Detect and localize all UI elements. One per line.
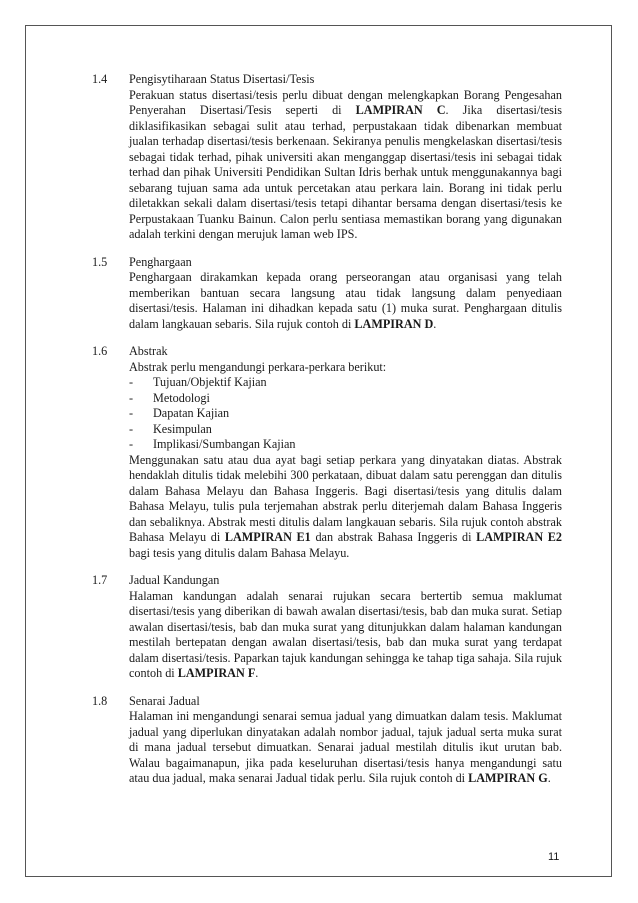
dash-bullet: - (129, 437, 134, 451)
paragraph: Perakuan status disertasi/tesis perlu dibuat dengan melengkapkan Borang Pengesahan Penyerahan Disertasi/Tesis seperti di LAMPIRAN C. Jika disertasi/tesis diklasifikasikan sebagai sulit atau terhad, perpustakaan tidak dibenarkan membuat jualan terhadap disertasi/tesis berkenaan. Sekiranya penulis mengkelaskan disertasi/tesis sebagai tidak terhad, pihak universiti akan menganggap disertasi/tesis ini sebagai tidak terhad dan pihak Universiti Pendidikan Sultan Idris berhak untuk menggunakannya bagi sebarang tujuan sama ada untuk percetakan atau perkara lain. Borang ini tidak perlu diletakkan sekali dalam disertasi/tesis tetapi dihantar bersama dengan disertasi/tesis ke Perpustakaan Tuanku Bainun. Calon perlu sentiasa memastikan borang yang digunakan adalah terkini dengan merujuk laman web IPS. (129, 87, 562, 241)
list-item: - Implikasi/Sumbangan Kajian (129, 437, 296, 451)
paragraph: Menggunakan satu atau dua ayat bagi setiap perkara yang dinyatakan diatas. Abstrak hendaklah ditulis tidak melebihi 300 perkataan, dibuat dalam satu perenggan dan ditulis dalam Bahasa Melayu dan Bahasa Inggeris. Bagi disertasi/tesis yang ditulis dalam Bahasa Melayu, tulis pula terjemahan abstrak perlu diterjemah dalam Bahasa Inggeris dan sebaliknya. Abstrak mesti ditulis dalam langkauan sebaris. Sila rujuk contoh abstrak Bahasa Melayu di LAMPIRAN E1 dan abstrak Bahasa Inggeris di LAMPIRAN E2 bagi tesis yang ditulis dalam Bahasa Melayu. (129, 452, 563, 560)
list-item: - Dapatan Kajian (129, 406, 230, 420)
section-1-4 (92, 72, 562, 243)
section-1-6 (92, 344, 562, 561)
dash-bullet: - (129, 390, 134, 405)
list-item: - Kesimpulan (129, 421, 212, 436)
appendix-reference: LAMPIRAN E2 (476, 530, 563, 544)
section-number: 1.5 (92, 254, 108, 269)
section-number: 1.4 (92, 72, 108, 86)
appendix-reference: LAMPIRAN C (355, 103, 446, 117)
section-1-5 (92, 255, 562, 333)
paragraph: Penghargaan dirakamkan kepada orang perseorangan atau organisasi yang telah memberikan bantuan secara langsung atau tidak langsung dalam penyediaan disertasi/tesis. Halaman ini dihadkan kepada satu (1) muka surat. Penghargaan ditulis dalam langkauan sebaris. Sila rujuk contoh di LAMPIRAN D. (129, 270, 562, 331)
list-item: - Tujuan/Objektif Kajian (129, 375, 267, 389)
section-title: Pengisytiharaan Status Disertasi/Tesis (129, 72, 315, 86)
dash-bullet: - (129, 375, 134, 389)
section-number: 1.8 (92, 693, 108, 708)
list-item: - Metodologi (129, 390, 210, 405)
paragraph: Halaman kandungan adalah senarai rujukan secara bertertib semua maklumat disertasi/tesis yang diberikan di bawah awalan disertasi/tesis, bab dan muka surat. Setiap awalan disertasi/tesis, bab dan muka surat yang ditunjukkan dalam halaman kandungan mestilah bertepatan dengan awalan disertasi/tesis, bab dan muka surat yang terdapat dalam disertasi/tesis. Paparkan tajuk kandungan sehingga ke tahap tiga sahaja. Sila rujuk contoh di LAMPIRAN F. (129, 588, 562, 680)
appendix-reference: LAMPIRAN G (468, 771, 548, 785)
section-title: Senarai Jadual (129, 693, 200, 708)
page-number: 11 (548, 851, 560, 863)
section-1-8 (92, 694, 562, 787)
appendix-reference: LAMPIRAN E1 (224, 530, 311, 544)
dash-bullet: - (129, 406, 134, 420)
dash-bullet: - (129, 421, 134, 436)
section-number: 1.6 (92, 344, 108, 358)
paragraph: Halaman ini mengandungi senarai semua jadual yang dimuatkan dalam tesis. Maklumat jadual yang diperlukan dinyatakan adalah nombor jadual, tajuk jadual serta muka surat di mana jadual tersebut dimuatkan. Senarai jadual mestilah ditulis ikut urutan bab. Walau bagaimanapun, jika pada keseluruhan disertasi/tesis hanya mengandungi satu atau dua jadual, maka senarai Jadual tidak perlu. Sila rujuk contoh di LAMPIRAN G. (129, 709, 562, 785)
list-intro: Abstrak perlu mengandungi perkara-perkara berikut: (129, 359, 387, 374)
section-title: Jadual Kandungan (129, 573, 220, 587)
abstract-items-list (129, 375, 562, 453)
section-number: 1.7 (92, 573, 108, 587)
appendix-reference: LAMPIRAN D (354, 316, 434, 331)
section-1-7 (92, 573, 562, 682)
section-title: Abstrak (129, 344, 168, 358)
section-title: Penghargaan (129, 254, 192, 269)
document-body (92, 72, 562, 799)
appendix-reference: LAMPIRAN F (177, 666, 256, 680)
